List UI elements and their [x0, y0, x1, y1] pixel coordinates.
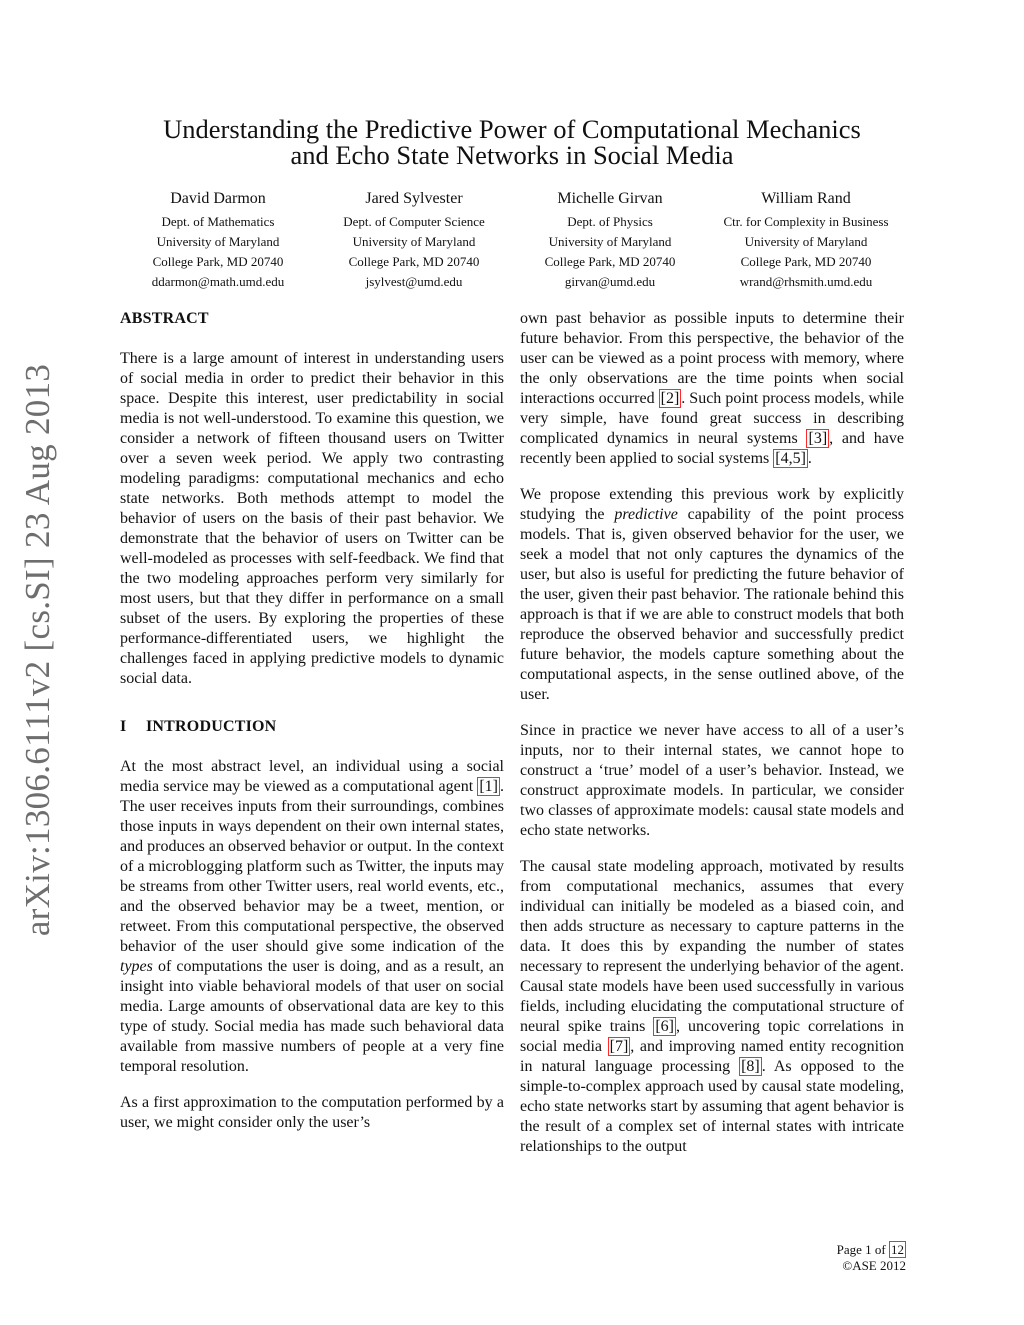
title-line-2: and Echo State Networks in Social Media	[290, 140, 734, 170]
author-name: Jared Sylvester	[365, 190, 463, 207]
intro-paragraph-1	[120, 757, 504, 1077]
right-paragraph-3: Since in practice we never have access to all of a user’s inputs, nor to their internal states, we cannot hope to construct a ‘true’ model of a user’s behavior. Instead, we construct approximate models. In particular, we consider two classes of approximate models: causal state models and echo state networks.	[520, 722, 904, 839]
author-univ: University of Maryland	[156, 234, 280, 249]
page-number	[837, 1242, 906, 1258]
text-run: At the most abstract level, an individual using a social media service may be viewed as a computational agent	[120, 758, 504, 795]
text-run: We propose extending this previous work by explicitly studying the	[520, 486, 904, 523]
text-run: . As opposed to the simple-to-complex approach used by causal state modeling, echo state networks start by assuming that agent behavior is the result of a complex set of internal states with intricate relationships to the output	[520, 1058, 905, 1155]
author-block	[510, 188, 710, 292]
citation-link[interactable]: [6]	[655, 1018, 674, 1035]
citation-link[interactable]: [7]	[609, 1038, 629, 1055]
text-run: own past behavior as possible inputs to determine their future behavior. From this perspective, the behavior of the user can be viewed as a point process with memory, where the only observations are the time points when social interactions occurred	[520, 310, 904, 407]
author-block	[118, 188, 318, 292]
citation-link[interactable]: [8]	[741, 1058, 760, 1075]
citation-link[interactable]: [3]	[808, 430, 828, 447]
author-dept: Ctr. for Complexity in Business	[723, 214, 889, 229]
author-email: jsylvest@umd.edu	[365, 274, 463, 289]
section-title: INTRODUCTION	[146, 718, 277, 735]
text-run: , and improving named entity recognition in natural language processing	[520, 1038, 905, 1075]
text-run: . Such point process models, while very simple, have found great success in describing complicated dynamics in neural systems	[520, 390, 905, 447]
text-run: The causal state modeling approach, motivated by results from computational mechanics, assumes that every individual can initially be modeled as a biased coin, and then adds structure as necessary to capture patterns in the data. It does this by expanding the number of states necessary to represent the underlying behavior of the agent. Causal state models have been used successfully in various fields, including elucidating the computational structure of neural spike trains	[520, 858, 904, 1035]
left-column	[120, 309, 504, 1149]
author-dept: Dept. of Mathematics	[161, 214, 275, 229]
author-name: William Rand	[761, 190, 851, 207]
text-run: , uncovering topic correlations in social media	[520, 1018, 904, 1055]
author-name: David Darmon	[170, 190, 266, 207]
intro-heading	[120, 717, 504, 737]
right-paragraph-4	[520, 857, 904, 1157]
author-email: girvan@umd.edu	[564, 274, 656, 289]
paper-title	[100, 116, 924, 168]
right-paragraph-1	[520, 309, 904, 469]
text-run: of computations the user is doing, and as a result, an insight into viable behavioral models of that user on social media. Large amounts of observational data are key to this type of study. Social media has made such behavioral data available from massive numbers of people at a very fine temporal resolution.	[120, 958, 504, 1075]
title-line-1: Understanding the Predictive Power of Computational Mechanics	[163, 114, 861, 144]
right-column	[520, 309, 904, 1173]
author-dept: Dept. of Computer Science	[343, 214, 485, 229]
section-number: I	[120, 718, 127, 735]
arxiv-stamp-text: arXiv:1306.6111v2 [cs.SI] 23 Aug 2013	[18, 363, 58, 937]
abstract-heading: ABSTRACT	[120, 310, 209, 327]
page-label: Page 1 of	[836, 1242, 889, 1257]
author-city: College Park, MD 20740	[152, 254, 284, 269]
author-city: College Park, MD 20740	[348, 254, 480, 269]
text-run: capability of the point process models. That is, given observed behavior for the user, we seek a model that not only captures the dynamics of the user, but also is useful for predicting the future behavior of the user, given their past behavior. The rationale behind this approach is that if we are able to construct models that both reproduce the observed behavior and successfully predict future behavior, the models capture something about the computational aspects, in the sense outlined above, of the user.	[520, 506, 904, 703]
author-city: College Park, MD 20740	[740, 254, 872, 269]
arxiv-stamp	[10, 363, 66, 937]
citation-link[interactable]: [1]	[479, 778, 498, 795]
author-email: ddarmon@math.umd.edu	[151, 274, 285, 289]
author-city: College Park, MD 20740	[544, 254, 676, 269]
emphasis: types	[120, 958, 153, 975]
author-block	[706, 188, 906, 292]
right-paragraph-2	[520, 485, 904, 705]
author-univ: University of Maryland	[744, 234, 868, 249]
author-block	[314, 188, 514, 292]
text-run: .	[807, 450, 812, 467]
intro-paragraph-2: As a first approximation to the computation performed by a user, we might consider only the user’s	[120, 1094, 504, 1131]
author-name: Michelle Girvan	[557, 190, 663, 207]
text-run: . The user receives inputs from their surroundings, combines those inputs in ways dependent on their own internal states, and produces an observed behavior or output. In the context of a microblogging platform such as Twitter, the inputs may be streams from other Twitter users, real world events, etc., and the observed behavior may be a tweet, mention, or retweet. From this computational perspective, the observed behavior of the user should give some indication of the	[120, 778, 504, 955]
author-univ: University of Maryland	[352, 234, 476, 249]
text-run: , and have recently been applied to social systems	[520, 430, 904, 467]
page-total-link[interactable]: 12	[891, 1242, 904, 1257]
author-dept: Dept. of Physics	[567, 214, 653, 229]
author-email: wrand@rhsmith.umd.edu	[739, 274, 873, 289]
page-footer	[837, 1242, 906, 1274]
abstract-text: There is a large amount of interest in understanding users of social media in order to predict their behavior in this space. Despite this interest, user predictability in social media is not well-understood. To examine this question, we consider a network of fifteen thousand users on Twitter over a seven week period. We apply two contrasting modeling paradigms: computational mechanics and echo state networks. Both methods attempt to model the behavior of users on the basis of their past behavior. We demonstrate that the behavior of users on Twitter can be well-modeled as processes with self-feedback. We find that the two modeling approaches perform very similarly for most users, but that they differ in performance on a small subset of the users. By exploring the properties of these performance-differentiated users, we highlight the challenges faced in applying predictive models to dynamic social data.	[120, 350, 504, 687]
copyright: ©ASE 2012	[842, 1258, 906, 1273]
citation-link[interactable]: [4,5]	[775, 450, 806, 467]
author-univ: University of Maryland	[548, 234, 672, 249]
emphasis: predictive	[614, 506, 678, 523]
citation-link[interactable]: [2]	[660, 390, 680, 407]
